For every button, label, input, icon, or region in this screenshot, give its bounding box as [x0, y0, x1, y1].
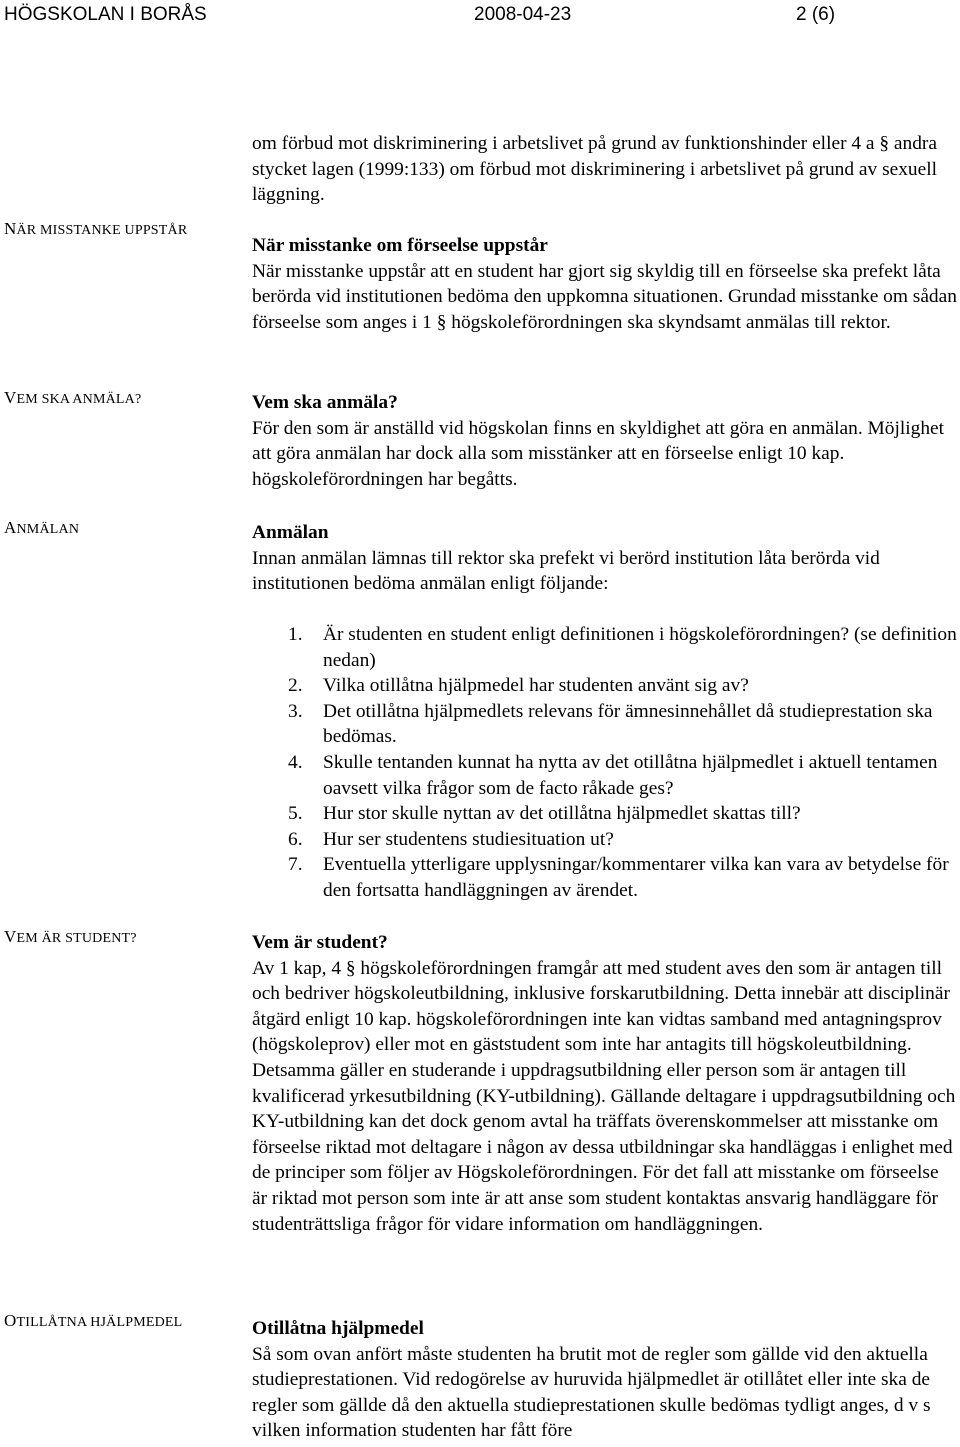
list-item-text: Hur ser studentens studiesituation ut? — [323, 828, 614, 850]
list-item-number: 5. — [288, 803, 303, 825]
section-nar-misstanke — [252, 233, 958, 335]
list-item — [288, 622, 958, 673]
intro-text: om förbud mot diskriminering i arbetslivet på grund av funktionshinder eller 4 a § andra stycket lagen (1999:133) om förbud mot diskriminering i arbetslivet på grund av sexuell läggning. — [252, 133, 937, 206]
assessment-question-list — [288, 622, 958, 904]
list-item-text: Vilka otillåtna hjälpmedel har studenten använt sig av? — [323, 675, 749, 697]
list-item — [288, 699, 958, 750]
section-body: Av 1 kap, 4 § högskoleförordningen framgår att med student aves den som är antagen till och bedriver högskoleutbildning, inklusive forskarutbildning. Detta innebär att disciplinär åtgärd enligt 10 kap. högskoleförordningen inte kan vidtas samband med antagningsprov (högskoleprov) eller mot en gäststudent som inte har antagits till högskoleutbildning. Detsamma gäller en studerande i uppdragsutbildning eller person som är antagen till kvalificerad yrkesutbildning (KY-utbildning). Gällande deltagare i uppdragsutbildning och KY-utbildning kan det dock genom avtal ha träffats överenskommelser att misstanke om förseelse riktad mot deltagare i någon av dessa utbildningar ska handläggas i enlighet med de principer som följer av Högskoleförordningen. För det fall att misstanke om förseelse är riktad mot person som inte är att anse som student kontaktas ansvarig handläggare för studenträttsliga frågor för vidare information om handläggningen. — [252, 957, 956, 1235]
list-item — [288, 827, 958, 853]
list-item — [288, 750, 958, 801]
section-heading: Vem är student? — [252, 932, 388, 953]
list-item-number: 2. — [288, 675, 303, 697]
section-vem-ska-anmala — [252, 390, 958, 492]
list-item — [288, 673, 958, 699]
margin-label-vem-ska-anmala: VEM SKA ANMÄLA? — [4, 388, 142, 407]
section-body: För den som är anställd vid högskolan finns en skyldighet att göra en anmälan. Möjlighet att göra anmälan har dock alla som misstänker att en förseelse enligt 10 kap. högskoleförordningen har begåtts. — [252, 417, 945, 490]
section-vem-ar-student — [252, 930, 958, 1237]
list-item-number: 3. — [288, 700, 303, 722]
margin-label-vem-ar-student: VEM ÄR STUDENT? — [4, 927, 137, 946]
margin-label-anmalan: ANMÄLAN — [4, 518, 80, 537]
section-heading: Anmälan — [252, 522, 329, 543]
list-item-text: Hur stor skulle nyttan av det otillåtna hjälpmedlet skattas till? — [323, 803, 801, 825]
list-item-number: 1. — [288, 624, 303, 645]
section-body: När misstanke uppstår att en student har gjort sig skyldig till en förseelse ska prefekt låta berörda vid institutionen bedöma den uppkomna situationen. Grundad misstanke om sådan förseelse som anges i 1 § högskoleförordningen ska skyndsamt anmälas till rektor. — [252, 260, 957, 333]
list-item-number: 7. — [288, 854, 303, 876]
section-body: Innan anmälan lämnas till rektor ska prefekt vi berörd institution låta berörda vid institutionen bedöma anmälan enligt följande: — [252, 547, 880, 595]
list-item-number: 4. — [288, 751, 303, 773]
margin-label-nar-misstanke: NÄR MISSTANKE UPPSTÅR — [4, 219, 188, 238]
list-item-text: Det otillåtna hjälpmedlets relevans för ämnesinnehållet då studieprestation ska bedömas. — [323, 700, 933, 748]
header-institution: HÖGSKOLAN I BORÅS — [4, 4, 207, 25]
section-heading: Vem ska anmäla? — [252, 392, 398, 413]
page-header — [0, 4, 960, 34]
header-date: 2008-04-23 — [474, 4, 572, 25]
list-item — [288, 852, 958, 903]
margin-label-otillatna-hjalpmedel: OTILLÅTNA HJÄLPMEDEL — [4, 1311, 183, 1330]
list-item-text: Är studenten en student enligt definitionen i högskoleförordningen? (se definition nedan) — [323, 624, 957, 671]
header-page-number: 2 (6) — [796, 4, 836, 25]
section-anmalan — [252, 520, 958, 597]
intro-paragraph — [252, 131, 958, 208]
section-body: Så som ovan anfört måste studenten ha brutit mot de regler som gällde vid den aktuella studieprestationen. Vid redogörelse av huruvida hjälpmedlet är otillåtet eller inte ska de regler som gällde då den aktuella studieprestationen skulle bedömas tydligt anges, d v s vilken information studenten har fått före — [252, 1343, 931, 1442]
section-heading: När misstanke om förseelse uppstår — [252, 235, 548, 256]
list-item — [288, 801, 958, 827]
section-heading: Otillåtna hjälpmedel — [252, 1318, 424, 1339]
list-item-number: 6. — [288, 828, 303, 850]
list-item-text: Eventuella ytterligare upplysningar/kommentarer vilka kan vara av betydelse för den fortsatta handläggningen av ärendet. — [323, 854, 949, 901]
section-otillatna-hjalpmedel — [252, 1316, 958, 1444]
list-item-text: Skulle tentanden kunnat ha nytta av det otillåtna hjälpmedlet i aktuell tentamen oavsett vilka frågor som de facto råkade ges? — [323, 751, 938, 799]
